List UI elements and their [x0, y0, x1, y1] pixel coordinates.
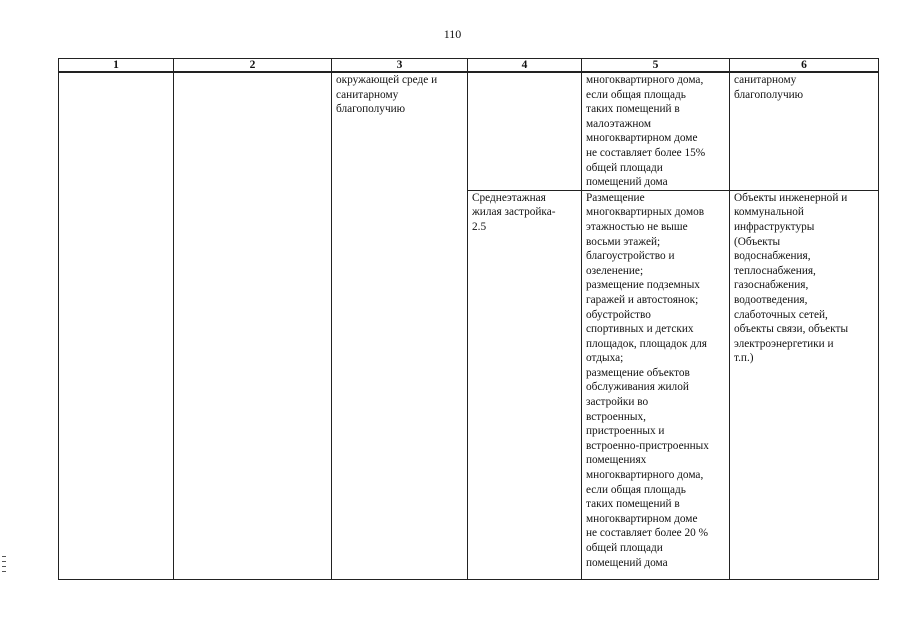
column-header-6: 6 [730, 59, 879, 73]
table-cell-col5 [582, 72, 730, 190]
cell-text: Размещение многоквартирных домов этажностью не выше восьми этажей; благоустройство и озеленение; размещение подземных гаражей и автостоянок; обустройство спортивных и детских площадок, площадок для отдыха; размещение объектов обслуживания жилой застройки во встроенных, пристроенных и встроенно-пристроенных помещениях многоквартирного дома, если общая площадь таких помещений в многоквартирном доме не составляет более 20 % общей площади помещений дома [586, 191, 709, 569]
column-header-5: 5 [582, 59, 730, 73]
table-row [59, 72, 879, 190]
cell-text: многоквартирного дома, если общая площадь таких помещений в малоэтажном многоквартирном доме не составляет более 15% общей площади помещений дома [586, 74, 706, 189]
column-header-3: 3 [332, 59, 468, 73]
table-cell-col3 [332, 72, 468, 579]
scan-margin-marks [2, 556, 6, 576]
cell-text: санитарному благополучию [734, 74, 804, 101]
table-cell-col4 [468, 72, 582, 190]
table-header-row [59, 59, 879, 73]
column-header-1: 1 [59, 59, 174, 73]
column-header-2: 2 [174, 59, 332, 73]
cell-text: Среднеэтажная жилая застройка- 2.5 [472, 191, 556, 233]
page-number: 110 [443, 27, 462, 41]
table-cell-col4 [468, 190, 582, 579]
table-cell-col6 [730, 72, 879, 190]
column-header-4: 4 [468, 59, 582, 73]
data-table [58, 58, 879, 580]
scan-mark [2, 571, 6, 572]
table-cell-col2 [174, 72, 332, 579]
scan-mark [2, 561, 6, 562]
table-cell-col6 [730, 190, 879, 579]
cell-text: Объекты инженерной и коммунальной инфраструктуры (Объекты водоснабжения, теплоснабжения, газоснабжения, водоотведения, слаботочных сетей, объекты связи, объекты электроэнергетики и т.п.) [734, 191, 849, 365]
table-cell-col5 [582, 190, 730, 579]
scan-mark [2, 566, 6, 567]
scan-mark [2, 556, 6, 557]
table-cell-col1 [59, 72, 174, 579]
cell-text: окружающей среде и санитарному благополучию [336, 74, 438, 116]
